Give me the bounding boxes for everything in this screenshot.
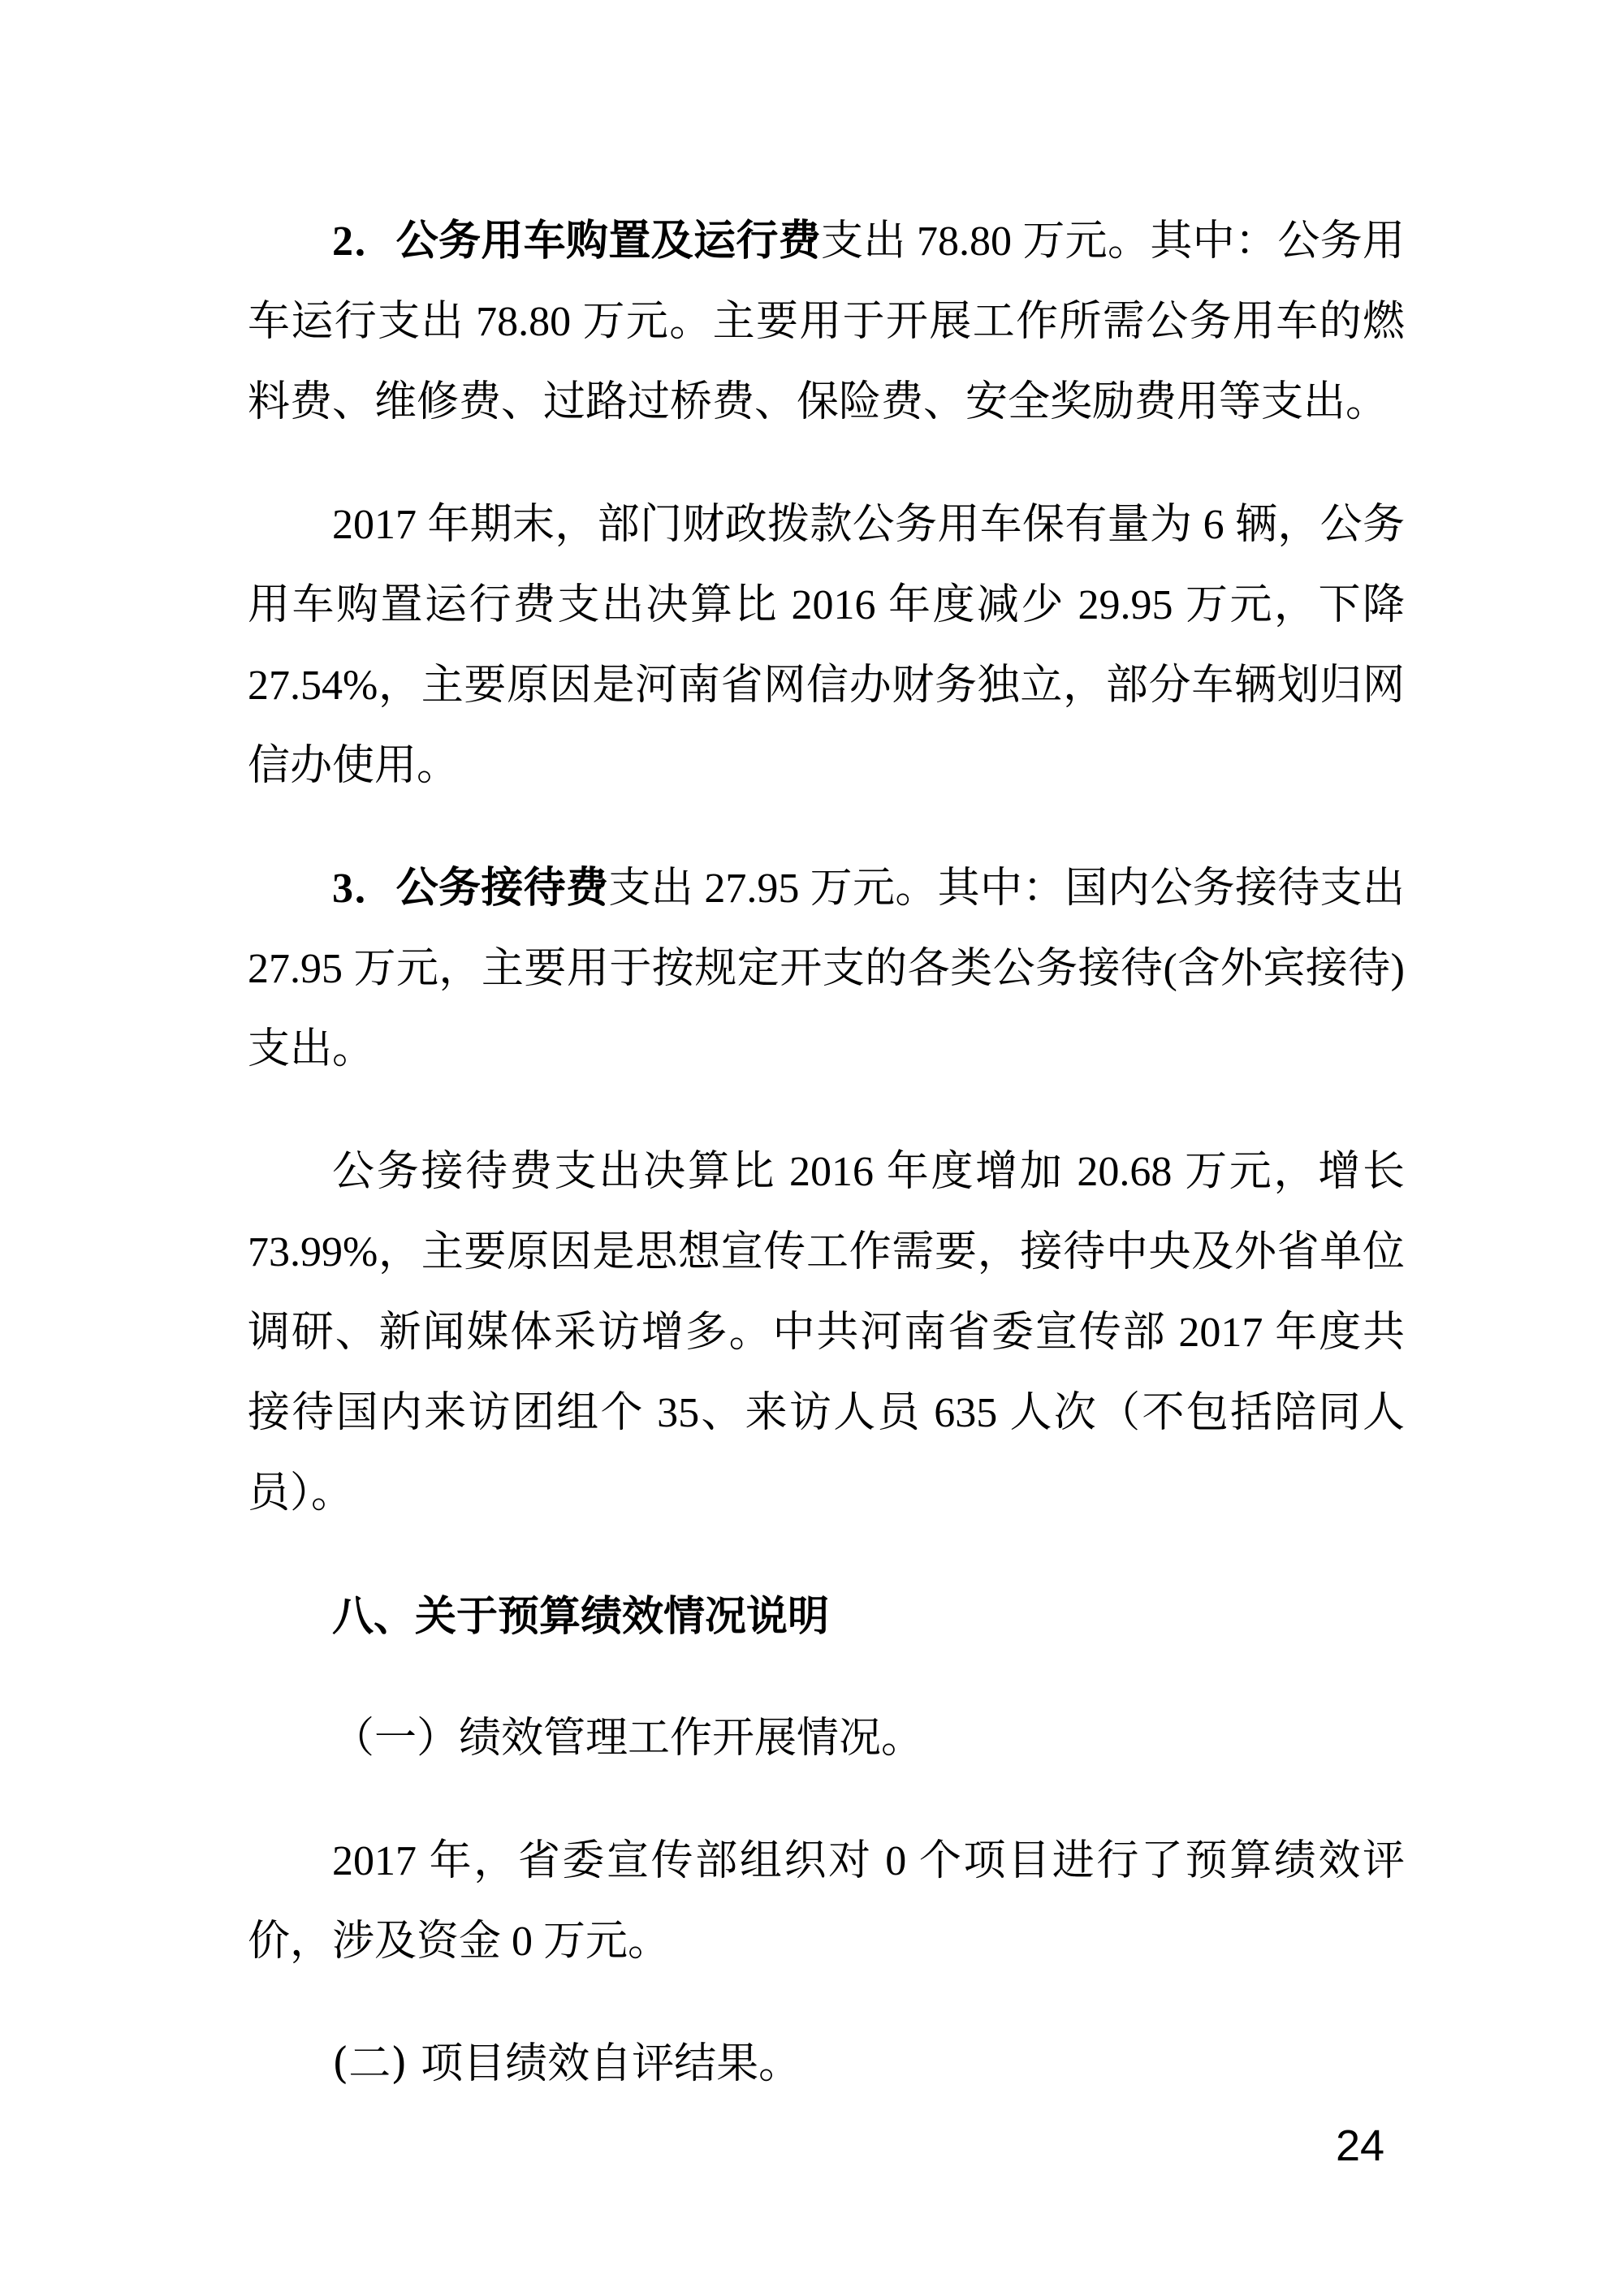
subsection-2-title: (二) 项目绩效自评结果。	[332, 2039, 801, 2088]
page-number: 24	[1336, 2121, 1385, 2170]
document-body	[248, 201, 1405, 2147]
paragraph-vehicle-change: 2017 年期末，部门财政拨款公务用车保有量为 6 辆，公务用车购置运行费支出决算比 2016 年度减少 29.95 万元，下降 27.54%，主要原因是河南省网信办财务独立，部分车辆划归网信办使用。	[248, 502, 1405, 789]
section-heading-8: 八、关于预算绩效情况说明	[332, 1593, 830, 1639]
paragraph-reception-expense	[248, 848, 1405, 1090]
vehicle-expense-text: 支出 78.80 万元。其中：公务用车运行支出 78.80 万元。主要用于开展工作所需公务用车的燃料费、维修费、过路过桥费、保险费、安全奖励费用等支出。	[248, 218, 1405, 425]
reception-expense-text: 支出 27.95 万元。其中：国内公务接待支出 27.95 万元，主要用于按规定开支的各类公务接待(含外宾接待)支出。	[248, 865, 1405, 1072]
paragraph-performance-evaluation: 2017 年，省委宣传部组织对 0 个项目进行了预算绩效评价，涉及资金 0 万元。	[248, 1838, 1405, 1965]
subsection-1-title: （一）绩效管理工作开展情况。	[332, 1714, 924, 1763]
vehicle-expense-lead: 2．公务用车购置及运行费	[332, 218, 821, 265]
paragraph-vehicle-expense	[248, 201, 1405, 442]
paragraph-reception-change: 公务接待费支出决算比 2016 年度增加 20.68 万元，增长 73.99%，主要原因是思想宣传工作需要，接待中央及外省单位调研、新闻媒体采访增多。中共河南省委宣传部 2017 年度共接待国内来访团组个 35、来访人员 635 人次（不包括陪同人员）。	[248, 1149, 1405, 1517]
reception-expense-lead: 3．公务接待费	[332, 865, 609, 912]
